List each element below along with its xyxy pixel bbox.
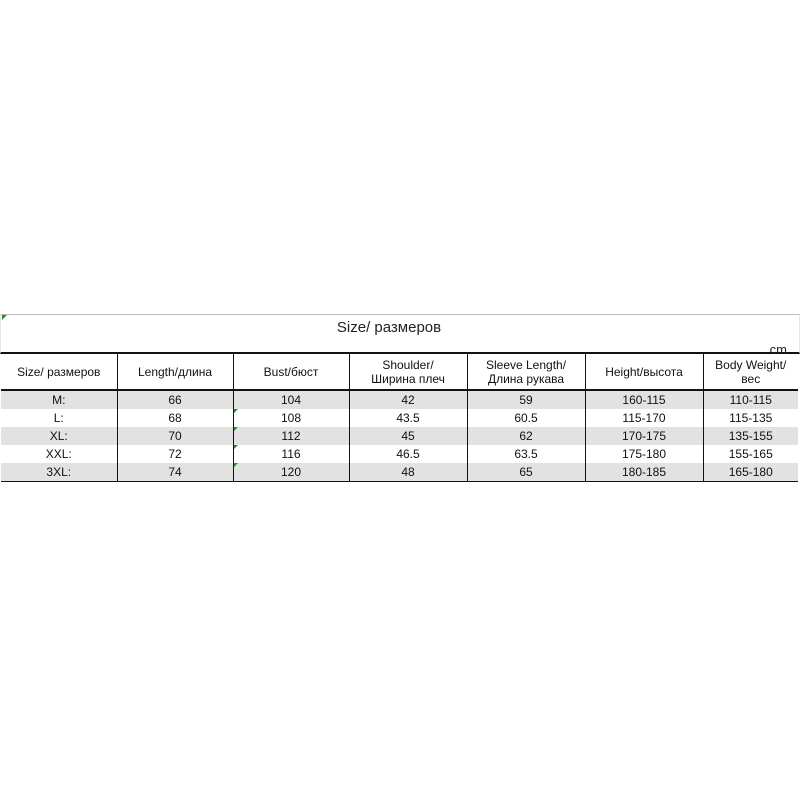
table-cell: 43.5 <box>349 409 467 427</box>
column-header-sleeve-length <box>467 354 585 390</box>
table-cell: 165-180 <box>703 463 798 482</box>
table-cell: 45 <box>349 427 467 445</box>
table-cell: 180-185 <box>585 463 703 482</box>
column-header-bust <box>233 354 349 390</box>
cell-marker <box>234 409 238 413</box>
table-cell: 48 <box>349 463 467 482</box>
header-line: Length/длина <box>137 364 213 379</box>
table-cell: 46.5 <box>349 445 467 463</box>
table-cell: 68 <box>117 409 233 427</box>
header-line: Длина рукава <box>487 371 565 386</box>
unit-label: cm <box>769 342 787 357</box>
table-cell: 110-115 <box>703 390 798 409</box>
table-row <box>1 409 798 427</box>
table-cell: 175-180 <box>585 445 703 463</box>
table-cell: 70 <box>117 427 233 445</box>
table-cell: 112 <box>233 427 349 445</box>
table-row <box>1 463 798 482</box>
column-header-shoulder <box>349 354 467 390</box>
table-cell: 65 <box>467 463 585 482</box>
table-cell: 108 <box>233 409 349 427</box>
column-header-size <box>1 354 117 390</box>
column-header-height <box>585 354 703 390</box>
table-cell: 104 <box>233 390 349 409</box>
size-chart-title: Size/ размеров <box>336 319 442 336</box>
header-line: Size/ размеров <box>17 364 101 379</box>
table-cell: XXL: <box>1 445 117 463</box>
table-cell: 42 <box>349 390 467 409</box>
cell-marker <box>234 445 238 449</box>
header-line: Sleeve Length/ <box>485 357 567 372</box>
cell-marker <box>234 427 238 431</box>
table-cell: 63.5 <box>467 445 585 463</box>
table-cell: 120 <box>233 463 349 482</box>
table-row <box>1 427 798 445</box>
table-cell: 115-135 <box>703 409 798 427</box>
size-table <box>1 354 798 482</box>
table-cell: 170-175 <box>585 427 703 445</box>
header-line: вес <box>741 371 761 386</box>
table-row <box>1 445 798 463</box>
table-cell: 160-115 <box>585 390 703 409</box>
table-cell: 72 <box>117 445 233 463</box>
table-cell: 66 <box>117 390 233 409</box>
size-chart-title-box <box>0 314 800 357</box>
header-line: Height/высота <box>605 364 683 379</box>
header-line: Bust/бюст <box>263 364 319 379</box>
header-line: Ширина плеч <box>371 371 445 386</box>
table-row <box>1 390 798 409</box>
table-cell: 155-165 <box>703 445 798 463</box>
cell-marker <box>234 463 238 467</box>
table-cell: M: <box>1 390 117 409</box>
column-header-length <box>117 354 233 390</box>
header-line: Shoulder/ <box>382 357 434 372</box>
table-cell: 116 <box>233 445 349 463</box>
table-cell: 60.5 <box>467 409 585 427</box>
header-row <box>1 354 798 390</box>
table-cell: 74 <box>117 463 233 482</box>
column-header-body-weight <box>703 354 798 390</box>
header-line: Body Weight/ <box>715 357 787 372</box>
table-cell: 3XL: <box>1 463 117 482</box>
table-cell: XL: <box>1 427 117 445</box>
size-chart <box>0 314 800 482</box>
table-cell: 135-155 <box>703 427 798 445</box>
table-cell: 115-170 <box>585 409 703 427</box>
table-cell: L: <box>1 409 117 427</box>
table-cell: 62 <box>467 427 585 445</box>
table-cell: 59 <box>467 390 585 409</box>
